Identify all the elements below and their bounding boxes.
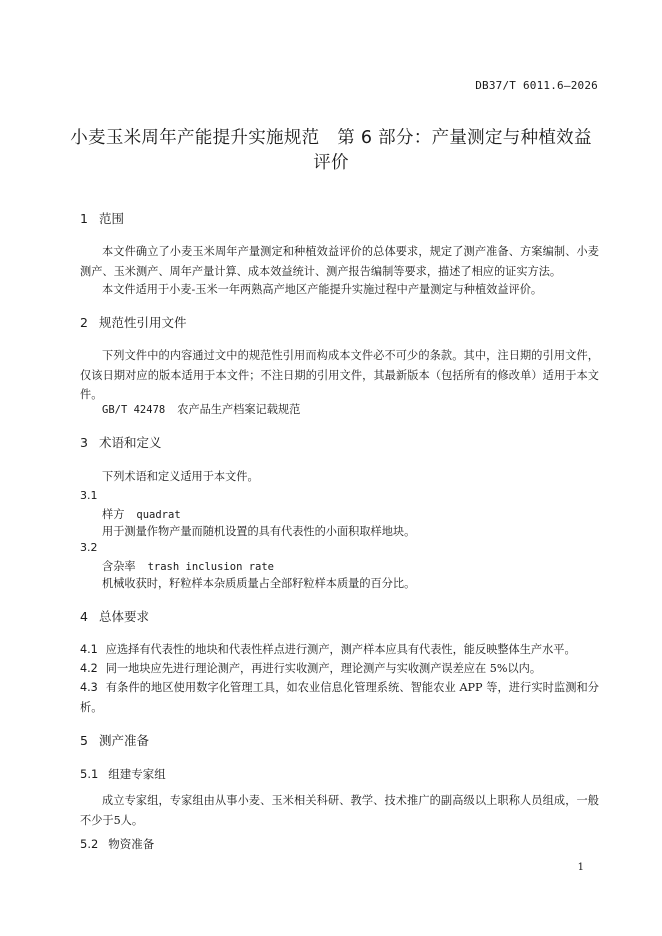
document-title-line1: 小麦玉米周年产能提升实施规范 第 6 部分：产量测定与种植效益 <box>70 128 592 148</box>
term-name: 含杂率 trash inclusion rate <box>102 560 275 573</box>
standard-code: DB37/T 6011.6—2026 <box>475 79 598 92</box>
section-2-heading: 2 规范性引用文件 <box>80 315 187 330</box>
normative-reference <box>102 401 300 417</box>
reference-code: GB/T 42478 <box>102 404 166 416</box>
clause-item: 4.2 同一地块应先进行理论测产，再进行实收测产，理论测产与实收测产误差应在 5%以内。 <box>80 662 542 675</box>
clause-item: 4.3 有条件的地区使用数字化管理工具，如农业信息化管理系统、智能农业 APP 等，进行实时监测和分析。 <box>80 681 599 714</box>
section-1-paragraph-2: 本文件适用于小麦-玉米一年两熟高产地区产能提升实施过程中产量测定与种植效益评价。 <box>102 283 543 296</box>
page-number: 1 <box>577 862 584 873</box>
section-4-heading: 4 总体要求 <box>80 609 150 624</box>
term-definition: 用于测量作物产量而随机设置的具有代表性的小面积取样地块。 <box>102 525 416 538</box>
section-1-heading: 1 范围 <box>80 211 125 226</box>
term-number: 3.1 <box>80 489 98 502</box>
clause-item: 4.1 应选择有代表性的地块和代表性样点进行测产，测产样本应具有代表性，能反映整体生产水平。 <box>80 643 576 656</box>
section-3-heading: 3 术语和定义 <box>80 435 162 450</box>
section-5-heading: 5 测产准备 <box>80 733 150 748</box>
term-name: 样方 quadrat <box>102 508 181 521</box>
term-number: 3.2 <box>80 541 98 554</box>
subsection-5-1-heading: 5.1 组建专家组 <box>80 767 166 781</box>
subsection-5-1-paragraph: 成立专家组，专家组由从事小麦、玉米相关科研、教学、技术推广的副高级以上职称人员组成，一般不少于5人。 <box>80 794 599 827</box>
section-1-paragraph-1: 本文件确立了小麦玉米周年产量测定和种植效益评价的总体要求，规定了测产准备、方案编制、小麦测产、玉米测产、周年产量计算、成本效益统计、测产报告编制等要求，描述了相应的证实方法。 <box>80 245 599 278</box>
reference-title: 农产品生产档案记载规范 <box>177 403 301 416</box>
term-definition: 机械收获时，籽粒样本杂质质量占全部籽粒样本质量的百分比。 <box>102 577 416 590</box>
document-title <box>70 126 592 176</box>
subsection-5-2-heading: 5.2 物资准备 <box>80 837 155 851</box>
document-title-line2: 评价 <box>313 153 349 173</box>
section-2-paragraph-1: 下列文件中的内容通过文中的规范性引用而构成本文件必不可少的条款。其中，注日期的引用文件，仅该日期对应的版本适用于本文件；不注日期的引用文件，其最新版本（包括所有的修改单）适用于本文件。 <box>80 349 599 401</box>
section-3-intro: 下列术语和定义适用于本文件。 <box>102 470 259 483</box>
